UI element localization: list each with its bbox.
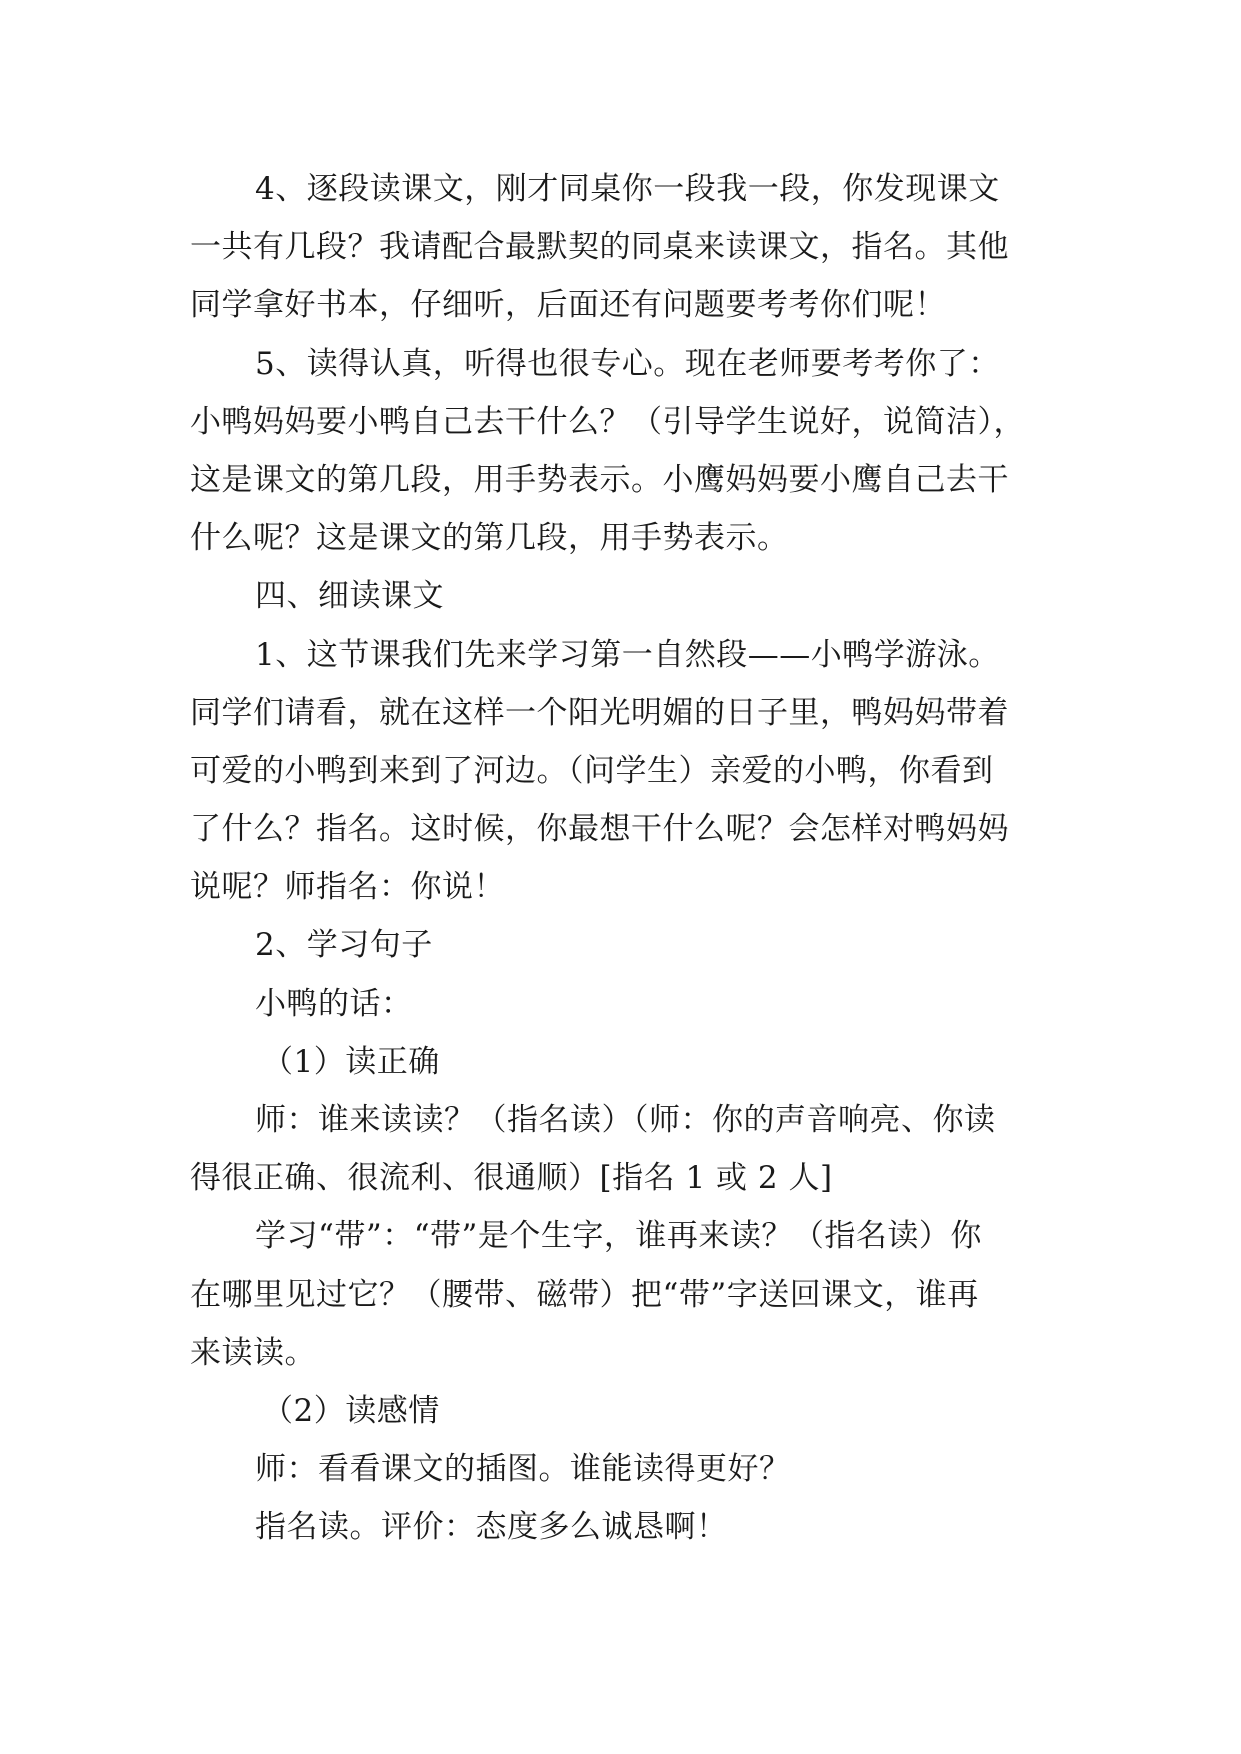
text-line: 了什么？指名。这时候，你最想干什么呢？会怎样对鸭妈妈 [190,811,1009,848]
text-line: 得很正确、很流利、很通顺）[指名 1 或 2 人] [190,1160,833,1197]
text-line: 一共有几段？我请配合最默契的同桌来读课文，指名。其他 [190,229,1009,266]
text-line: 小鸭妈妈要小鸭自己去干什么？（引导学生说好，说简洁）， [190,403,1025,440]
text-line: 师：看看课文的插图。谁能读得更好？ [255,1451,791,1488]
text-line: （1）读正确 [262,1043,440,1080]
text-line: 同学们请看，就在这样一个阳光明媚的日子里，鸭妈妈带着 [190,694,1009,731]
text-line: 5、读得认真，听得也很专心。现在老师要考考你了： [255,345,1000,382]
text-line: 2、学习句子 [255,927,433,964]
text-line: 说呢？师指名：你说！ [190,869,505,906]
text-line: 这是课文的第几段，用手势表示。小鹰妈妈要小鹰自己去干 [190,461,1009,498]
text-line: 1、这节课我们先来学习第一自然段——小鸭学游泳。 [255,636,1000,673]
text-line: 4、逐段读课文，刚才同桌你一段我一段，你发现课文 [255,171,1000,207]
text-line: 来读读。 [190,1334,316,1371]
text-line: 在哪里见过它？（腰带、磁带）把“带”字送回课文，谁再 [190,1276,979,1313]
section-heading: 四、细读课文 [255,578,444,615]
text-line: 小鸭的话： [255,985,413,1022]
text-line: 师：谁来读读？（指名读）（师：你的声音响亮、你读 [255,1102,996,1138]
document-body [190,160,1055,1557]
text-line: 可爱的小鸭到来到了河边。（问学生）亲爱的小鸭，你看到 [190,752,994,789]
text-line: 学习“带”：“带”是个生字，谁再来读？（指名读）你 [255,1218,982,1255]
text-line: 指名读。评价：态度多么诚恳啊！ [255,1509,728,1546]
text-line: 同学拿好书本，仔细听，后面还有问题要考考你们呢！ [190,287,946,324]
text-line: 什么呢？这是课文的第几段，用手势表示。 [190,520,789,557]
text-line: （2）读感情 [262,1392,440,1429]
